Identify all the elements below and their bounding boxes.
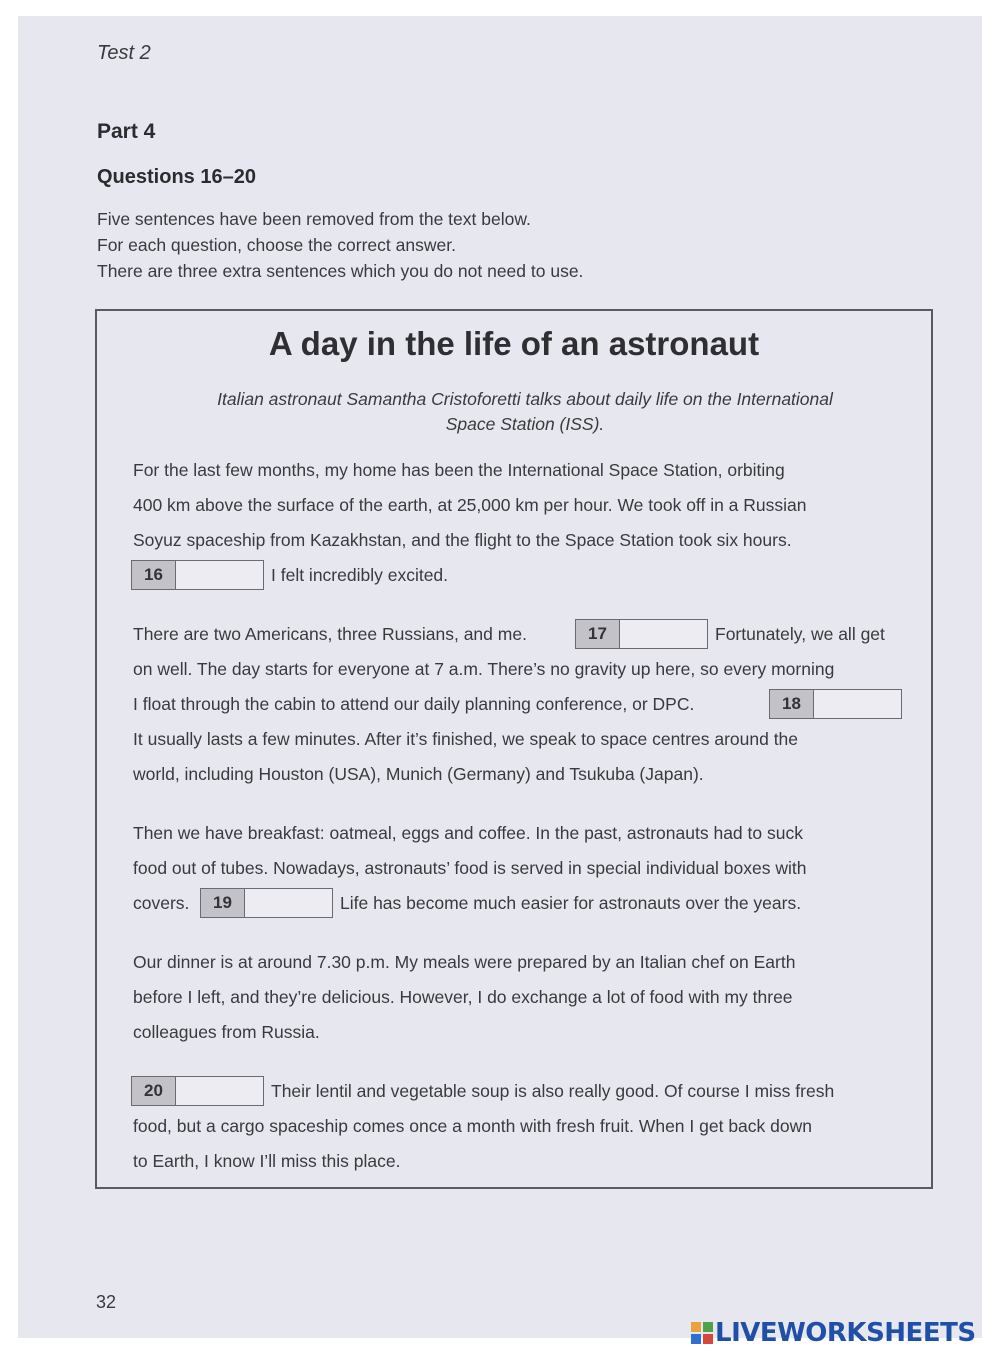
text-line: food, but a cargo spaceship comes once a month with fresh fruit. When I get back down — [133, 1116, 812, 1136]
questions-title: Questions 16–20 — [97, 166, 256, 188]
gap-18[interactable] — [769, 689, 902, 719]
text-line: I felt incredibly excited. — [271, 565, 449, 585]
instruction-line: For each question, choose the correct answer. — [97, 235, 456, 255]
text-line: Fortunately, we all get — [715, 624, 885, 644]
text-line: covers. — [133, 893, 190, 913]
gap-answer-field[interactable] — [620, 620, 707, 648]
subtitle-line: Space Station (ISS). — [445, 414, 605, 434]
gap-answer-field[interactable] — [814, 690, 901, 718]
text-line: on well. The day starts for everyone at 7 a.m. There’s no gravity up here, so every morning — [133, 659, 835, 679]
text-line: For the last few months, my home has been the International Space Station, orbiting — [133, 460, 785, 480]
text-line: Soyuz spaceship from Kazakhstan, and the flight to the Space Station took six hours. — [133, 530, 792, 550]
text-line: world, including Houston (USA), Munich (Germany) and Tsukuba (Japan). — [133, 764, 704, 784]
text-line: food out of tubes. Nowadays, astronauts’ food is served in special individual boxes with — [133, 858, 807, 878]
text-line: 400 km above the surface of the earth, at 25,000 km per hour. We took off in a Russian — [133, 495, 807, 515]
liveworksheets-brand[interactable] — [691, 1318, 976, 1348]
gap-20[interactable] — [131, 1076, 264, 1106]
text-line: There are two Americans, three Russians, and me. — [133, 624, 527, 644]
article-subtitle — [177, 387, 873, 437]
text-line: colleagues from Russia. — [133, 1022, 320, 1042]
text-line: Life has become much easier for astronauts over the years. — [340, 893, 802, 913]
text-line: Our dinner is at around 7.30 p.m. My meals were prepared by an Italian chef on Earth — [133, 952, 796, 972]
article-box — [95, 309, 933, 1189]
text-line: Their lentil and vegetable soup is also really good. Of course I miss fresh — [271, 1081, 835, 1101]
gap-17[interactable] — [575, 619, 708, 649]
text-line: Then we have breakfast: oatmeal, eggs and coffee. In the past, astronauts had to suck — [133, 823, 803, 843]
gap-number: 19 — [201, 889, 245, 917]
instruction-line: There are three extra sentences which you do not need to use. — [97, 261, 584, 281]
brand-name: LIVEWORKSHEETS — [715, 1318, 976, 1348]
gap-answer-field[interactable] — [176, 561, 263, 589]
article-title: A day in the life of an astronaut — [268, 325, 760, 362]
text-line: It usually lasts a few minutes. After it’s finished, we speak to space centres around the — [133, 729, 799, 749]
page-number: 32 — [96, 1292, 117, 1312]
gap-16[interactable] — [131, 560, 264, 590]
gap-number: 17 — [576, 620, 620, 648]
instruction-line: Five sentences have been removed from the text below. — [97, 209, 531, 229]
gap-19[interactable] — [200, 888, 333, 918]
instructions — [97, 206, 583, 284]
gap-number: 16 — [132, 561, 176, 589]
text-line: before I left, and they’re delicious. However, I do exchange a lot of food with my three — [133, 987, 793, 1007]
text-line: I float through the cabin to attend our daily planning conference, or DPC. — [133, 694, 695, 714]
text-line: to Earth, I know I’ll miss this place. — [133, 1151, 401, 1171]
subtitle-line: Italian astronaut Samantha Cristoforetti talks about daily life on the International — [217, 389, 833, 409]
gap-number: 20 — [132, 1077, 176, 1105]
test-label: Test 2 — [97, 42, 151, 64]
gap-answer-field[interactable] — [245, 889, 332, 917]
gap-answer-field[interactable] — [176, 1077, 263, 1105]
part-title: Part 4 — [97, 120, 156, 143]
liveworksheets-logo-icon — [691, 1322, 713, 1344]
gap-number: 18 — [770, 690, 814, 718]
